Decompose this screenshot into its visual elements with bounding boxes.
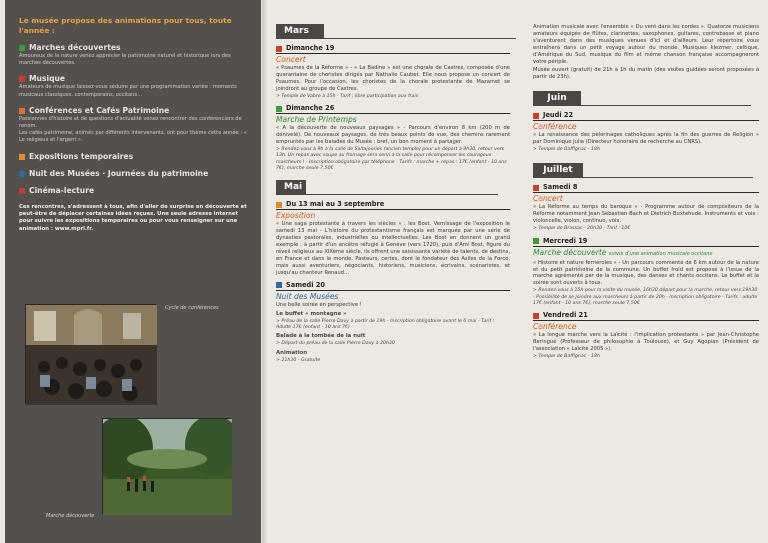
- event-category: Conférence: [533, 322, 577, 332]
- red-square-icon: [533, 113, 539, 119]
- section-heading: Marches découvertes: [19, 43, 247, 53]
- event-date: Mercredi 19: [533, 237, 759, 247]
- sub-info: > Préau de la salle Pierre Davy à partir de 19h - Inscription obligatoire avant le 6 mai - Tarif : Adulte 17€ (enfant - 10 ans 7€): [276, 318, 495, 330]
- blue-square-icon: [276, 282, 282, 288]
- section-text: Amateurs de musique laissez-vous séduire par une programmation variée : moments musicaux classiques, contemporains, occitans…: [19, 84, 237, 98]
- intro-text-2: Musée ouvert (gratuit) de 21h à 1h du matin (des visites guidées seront proposées à partir de 23h).: [533, 67, 759, 81]
- green-square-icon: [276, 106, 282, 112]
- section-heading: Expositions temporaires: [19, 152, 247, 162]
- event-info: > Temple de Baffignac - 18h: [533, 147, 600, 153]
- event-category: Concert: [533, 194, 563, 204]
- event-date: Dimanche 19: [276, 44, 510, 54]
- section-heading: Musique: [19, 74, 247, 84]
- event-category: Marche de Printemps: [276, 115, 357, 125]
- event-body: « Psaumes de la Réforme » - « La Badine » est une chorale de Castres, composée d'une quarantaine de choristes dirigés par Nathalie Caubet. Elle nous propose un concert de Psaumes. Pour l'occasion, les choristes de la chorale protestante de Mazamet se joindront au groupe de Castres.: [276, 65, 510, 92]
- month-banner-juillet: Juillet: [533, 163, 583, 178]
- section-heading: Nuit des Musées · Journées du patrimoine: [19, 169, 247, 179]
- column-1: [276, 0, 516, 543]
- event-date: Dimanche 26: [276, 104, 510, 114]
- walk-photo: [102, 418, 231, 514]
- event-category: Concert: [276, 55, 306, 64]
- event-body: « La Réforme au temps du baroque » - Programme autour de compositeurs de la Réforme notamment Jean Sébastien Bach et Dietrich Buxtehude. Instruments et voix : violoncelle, violon, continuo, voix.: [533, 204, 759, 225]
- red-square-icon: [19, 76, 25, 82]
- event-info: > Temple de Brassac - 20h30 - Tarif : 10€: [533, 226, 631, 232]
- photo1-caption: Cycle de conférences: [165, 305, 219, 311]
- event-date: Du 13 mai au 3 septembre: [276, 200, 510, 210]
- event-category: Conférence: [533, 122, 577, 132]
- section-heading: Cinéma-lecture: [19, 186, 247, 196]
- event-info: > Temple de Vabre à 15h - Tarif : libre participation aux frais: [276, 93, 419, 99]
- red-square-icon: [533, 185, 539, 191]
- walk-photo-illustration: [103, 419, 232, 515]
- event-date: Samedi 20: [276, 281, 510, 291]
- event-category: Marche découverte suivie d'une animation musicale occitane: [533, 247, 713, 257]
- intro-text: Animation musicale avec l'ensemble « Du vent dans les cordes ». Quatorze musiciens amateurs équipés de flûtes, clarinettes, saxophones, guitares, contrebasse et piano s'aventurent dans des musiques venues d'ici et d'ailleurs. Leur répertoire vous entraînera dans un petit voyage autour du monde. Musiques klezmer, celtique, d'Amérique du Sud, musique du film et même chanson française accompagneront votre périple.: [533, 24, 759, 65]
- orange-square-icon: [276, 202, 282, 208]
- event-date: Jeudi 22: [533, 111, 759, 121]
- sub-title: Animation: [276, 349, 308, 356]
- event-body: Une belle soirée en perspective !: [276, 301, 362, 308]
- blue-square-icon: [19, 171, 25, 177]
- event-category: Exposition: [276, 211, 316, 221]
- event-info: > Rendez-vous à 9h à la salle de Saltajouries (ancien temple) pour un départ à 9h30, retour vers 13h. Un repas avec soupe au fromage sera servi à la salle pour récompenser les courageux marcheurs ! - Inscription obligatoire par téléphone - Tarifs : marche + repas : 17€ (enfant - 10 ans 7€), marche seule 7,50€: [276, 146, 507, 171]
- event-category: Nuit des Musées: [276, 291, 339, 301]
- sub-info: > 21h30 - Gratuite: [276, 357, 321, 363]
- green-square-icon: [533, 238, 539, 244]
- left-title: Le musée propose des animations pour tous, toute l'année :: [19, 16, 232, 35]
- photo2-caption: Marche découverte: [46, 513, 95, 519]
- event-info: > Rendez-vous à 15h pour la visite du musée, 16h30 départ pour la marche, retour vers 19h30 - Possibilité de se joindre aux marcheurs à partir de 20h - Inscription obligatoire - Tarifs : adulte 17€ (enfant - 10 ans 7€), marche seule 7,50€: [533, 288, 758, 307]
- event-body: « Histoire et nature ferriéroles » - Un parcours commenté de 6 km autour de la nature et du petit patrimoine de la commune. Un buffet froid est proposé à l'issue de la marche agrémenté par de la musique, des danses et chants occitans. Le buffet et la soirée sont ouverts à tous.: [533, 259, 759, 287]
- event-body: « Une saga protestante à travers les siècles » : les Bost. Vernissage de l'exposition le samedi 13 mai - L'histoire du protestantisme français est marquée par une série de dynasties pastorales, industrielles ou intellectuelles. Les Bost en donnent un grand exemple : à partir d'un ancêtre réfugié à Genève (vers 1720), puis d'Ami Bost, figure du réveil religieux au XIXème siècle, ils offrent une saisissante variété de talents, de destins, en France et dans le monde. Pasteurs, certes, dont le fondateur des Asiles de la Force, mais aussi aventuriers, négociants, historiens, musiciens, écrivains, scénaristes, et jusqu'au chanteur Renaud…: [276, 221, 510, 276]
- section-text: Amoureux de la nature venez apprécier le patrimoine naturel et historique lors des marches découvertes.: [19, 53, 231, 67]
- event-category-extra: suivie d'une animation musicale occitane: [608, 250, 713, 257]
- orange-square-icon: [19, 154, 25, 160]
- section-text: Passionnés d'histoire et de questions d'actualité venez rencontrer des conférenciers de renom. Les cafés patrimoine, animés par différents intervenants, ont pour thème cette année : « Le religieux et l'argent ».: [19, 115, 247, 144]
- month-banner-juin: Juin: [533, 91, 581, 106]
- event-body: « A la découverte de nouveaux paysages » - Parcours d'environ 8 km (200 m de dénivelé). De nouveaux paysages, de très beaux points de vue, des chemins rarement empruntés par les balades du Musée : bref, un bon moment à partager.: [276, 125, 510, 145]
- red-square-icon: [276, 46, 282, 52]
- conference-photo: [25, 304, 156, 404]
- month-banner-mai: Mai: [276, 180, 306, 195]
- orange-square-icon: [19, 108, 25, 114]
- sub-info: > Départ du préau de la salle Pierre Davy à 20h30: [276, 341, 395, 347]
- event-date: Vendredi 21: [533, 311, 759, 321]
- event-info: > Temple de Baffignac - 18h: [533, 354, 600, 360]
- fold-divider: [262, 0, 268, 543]
- conference-photo-illustration: [26, 305, 157, 405]
- event-body: « La longue marche vers la Laïcité : l'implication protestante » par Jean-Christophe Beringué (Professeur de philosophie à Toulouse), et Guy Agopian (Président de l'association « Laïcité 2005 »).: [533, 332, 759, 353]
- sub-title: Balade à la tombée de la nuit: [276, 333, 366, 340]
- red-square-icon: [19, 188, 25, 194]
- event-body: « La renaissance des pèlerinages catholiques après la fin des guerres de Religion » par Dominique Julia (Directeur honoraire de recherche au CNRS).: [533, 132, 759, 146]
- green-square-icon: [19, 45, 25, 51]
- column-2: [533, 0, 765, 543]
- closing-text: Ces rencontres, s'adressent à tous, afin d'aller de surprise en découverte et peut-être de déplacer certaines idées reçues. Une seule adresse internet pour suivre les expositions temporaires ou pour vous renseigner sur une animation : www.mprl.fr.: [19, 203, 247, 232]
- section-heading: Conférences et Cafés Patrimoine: [19, 106, 247, 116]
- month-banner-mars: Mars: [276, 24, 324, 39]
- event-date: Samedi 8: [533, 183, 759, 193]
- red-square-icon: [533, 313, 539, 319]
- sub-title: Le buffet « montagne »: [276, 310, 347, 317]
